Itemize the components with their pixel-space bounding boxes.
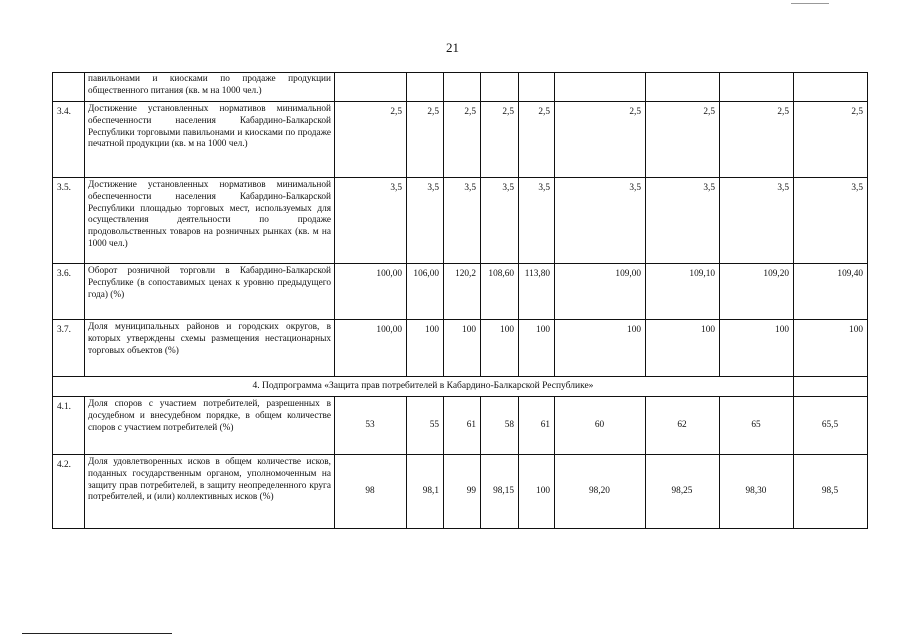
indicator-value: 65 — [720, 397, 794, 455]
indicator-name: Доля споров с участием потребителей, разрешенных в досудебном и внесудебном порядке, в общем количестве споров с участием потребителей (%) — [85, 397, 335, 455]
indicator-value: 109,00 — [555, 264, 646, 320]
indicator-value: 100 — [444, 320, 481, 377]
indicator-value: 98 — [335, 455, 407, 529]
indicator-value: 120,2 — [444, 264, 481, 320]
indicator-value: 3,5 — [481, 178, 519, 264]
section-row — [53, 377, 868, 397]
indicator-value: 2,5 — [646, 102, 720, 178]
indicator-value: 3,5 — [407, 178, 444, 264]
indicator-value: 100,00 — [335, 264, 407, 320]
indicator-value — [444, 73, 481, 102]
table-row — [53, 178, 868, 264]
indicator-name: Доля муниципальных районов и городских округов, в которых утверждены схемы размещения нестационарных торговых объектов (%) — [85, 320, 335, 377]
indicator-value: 100 — [481, 320, 519, 377]
indicator-value: 100,00 — [335, 320, 407, 377]
indicator-value: 2,5 — [481, 102, 519, 178]
row-index: 3.7. — [53, 320, 85, 377]
indicator-value: 3,5 — [646, 178, 720, 264]
indicator-value: 100 — [519, 455, 555, 529]
page-number: 21 — [446, 40, 459, 55]
indicator-value: 61 — [444, 397, 481, 455]
row-index: 3.5. — [53, 178, 85, 264]
table-row — [53, 455, 868, 529]
indicator-value: 3,5 — [519, 178, 555, 264]
row-index — [53, 73, 85, 102]
indicator-value: 3,5 — [444, 178, 481, 264]
indicator-value: 58 — [481, 397, 519, 455]
indicator-value: 2,5 — [335, 102, 407, 178]
indicator-value: 2,5 — [555, 102, 646, 178]
indicator-value: 98,1 — [407, 455, 444, 529]
indicator-value: 100 — [646, 320, 720, 377]
indicator-value: 109,20 — [720, 264, 794, 320]
indicator-name: Достижение установленных нормативов минимальной обеспеченности населения Кабардино-Балкарской Республики торговыми павильонами и киосками по продаже печатной продукции (кв. м на 1000 чел.) — [85, 102, 335, 178]
bottom-margin-mark — [22, 633, 172, 634]
indicator-value: 3,5 — [794, 178, 868, 264]
indicator-value — [794, 73, 868, 102]
table-row — [53, 320, 868, 377]
indicator-name: Оборот розничной торговли в Кабардино-Балкарской Республике (в сопоставимых ценах к уровню предыдущего года) (%) — [85, 264, 335, 320]
table-body — [53, 73, 868, 529]
indicator-value: 100 — [519, 320, 555, 377]
indicator-value: 62 — [646, 397, 720, 455]
table-row — [53, 397, 868, 455]
indicator-value — [335, 73, 407, 102]
indicator-value: 98,5 — [794, 455, 868, 529]
table-row — [53, 73, 868, 102]
table-row — [53, 102, 868, 178]
indicator-value: 61 — [519, 397, 555, 455]
indicator-value: 98,20 — [555, 455, 646, 529]
indicator-value: 98,15 — [481, 455, 519, 529]
top-margin-mark — [791, 3, 829, 4]
indicator-value: 100 — [555, 320, 646, 377]
indicator-value: 98,30 — [720, 455, 794, 529]
indicator-value: 3,5 — [555, 178, 646, 264]
table-row — [53, 264, 868, 320]
indicator-value: 2,5 — [444, 102, 481, 178]
indicator-value: 109,10 — [646, 264, 720, 320]
row-index: 4.2. — [53, 455, 85, 529]
indicators-table — [52, 72, 868, 529]
indicator-value — [555, 73, 646, 102]
section-title: 4. Подпрограмма «Защита прав потребителей в Кабардино-Балкарской Республике» — [53, 377, 794, 397]
indicator-name: павильонами и киосками по продаже продукции общественного питания (кв. м на 1000 чел.) — [85, 73, 335, 102]
indicator-value: 2,5 — [794, 102, 868, 178]
indicator-value: 98,25 — [646, 455, 720, 529]
indicator-value: 3,5 — [720, 178, 794, 264]
indicator-value: 99 — [444, 455, 481, 529]
indicator-value — [407, 73, 444, 102]
indicator-value: 100 — [720, 320, 794, 377]
indicator-name: Достижение установленных нормативов минимальной обеспеченности населения Кабардино-Балкарской Республики площадью торговых мест, используемых для осуществления деятельности по продаже продовольственных товаров на розничных рынках (кв. м на 1000 чел.) — [85, 178, 335, 264]
indicator-value: 55 — [407, 397, 444, 455]
row-index: 3.4. — [53, 102, 85, 178]
indicator-value: 2,5 — [407, 102, 444, 178]
row-index: 3.6. — [53, 264, 85, 320]
indicator-value — [481, 73, 519, 102]
indicator-name: Доля удовлетворенных исков в общем количестве исков, поданных государственным органом, уполномоченным на защиту прав потребителей, в защиту неопределенного круга потребителей, и (или) коллективных исков (%) — [85, 455, 335, 529]
indicator-value — [720, 73, 794, 102]
section-empty-cell — [794, 377, 868, 397]
indicator-value: 2,5 — [720, 102, 794, 178]
row-index: 4.1. — [53, 397, 85, 455]
indicator-value: 109,40 — [794, 264, 868, 320]
indicator-value: 60 — [555, 397, 646, 455]
indicator-value — [646, 73, 720, 102]
indicator-value: 108,60 — [481, 264, 519, 320]
indicator-value: 65,5 — [794, 397, 868, 455]
indicator-value: 100 — [407, 320, 444, 377]
indicator-value: 100 — [794, 320, 868, 377]
indicator-value: 106,00 — [407, 264, 444, 320]
indicator-value: 53 — [335, 397, 407, 455]
indicator-value: 2,5 — [519, 102, 555, 178]
indicator-value: 3,5 — [335, 178, 407, 264]
indicator-value — [519, 73, 555, 102]
indicator-value: 113,80 — [519, 264, 555, 320]
